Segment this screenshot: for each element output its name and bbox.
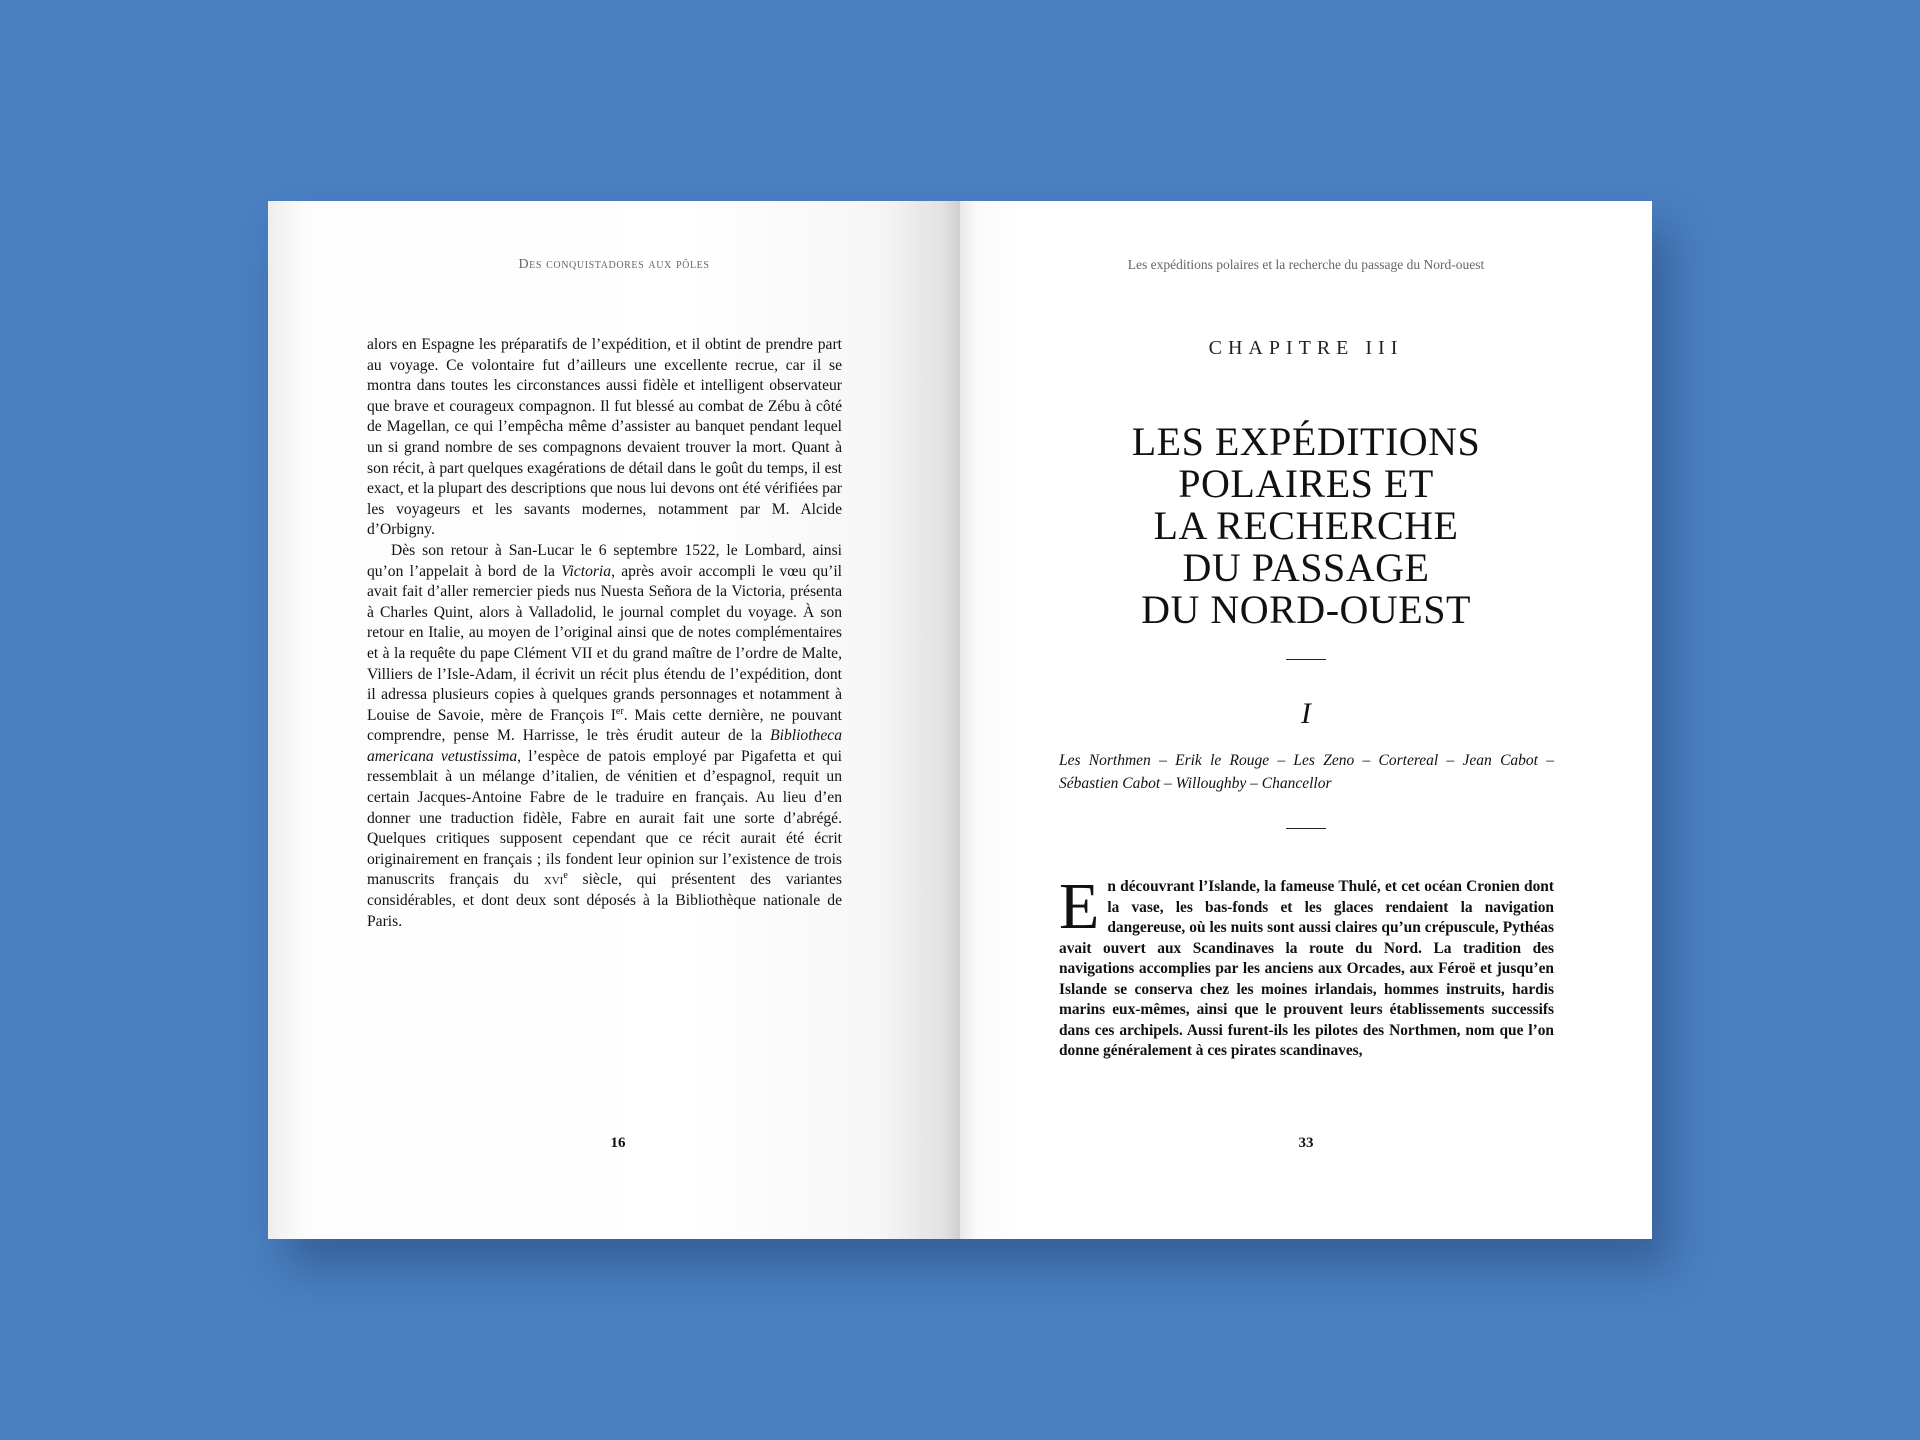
text-run: siècle, qui présentent des variantes considérables, et dont deux sont déposés à la Bibliothèque nationale de Paris.	[367, 871, 843, 930]
chapter-title	[1000, 421, 1612, 631]
text-run: alors en Espagne les préparatifs de l’expédition, et il obtint de prendre part au voyage. Ce volontaire fut d’ailleurs une excellente recrue, car il se montra dans toutes les circonstances aussi fidèle et intelligent observateur que brave et courageux compagnon. Il fut blessé au combat de Zébu à côté de Magellan, ce qui l’empêcha même d’assister au banquet pendant lequel un si grand nombre de ses compagnons devaient trouver la mort. Quant à son récit, à part quelques exagérations de détail dans le goût du temps, il est exact, et la plupart des descriptions que nous lui devons ont été vérifiées par les voyageurs et les savants modernes, notamment par M. Alcide d’Orbigny.	[367, 336, 842, 539]
right-running-head: Les expéditions polaires et la recherche du passage du Nord-ouest	[1127, 257, 1485, 272]
text-run: xvi	[543, 871, 564, 889]
chapter-title-line: DU PASSAGE	[1182, 545, 1430, 590]
text-run: Bibliotheca americana vetustissima	[367, 727, 842, 765]
section-number: I	[1301, 697, 1311, 730]
text-run: , l’espèce de patois employé par Pigafetta et qui ressemblait à un mélange d’italien, de vénitien et d’espagnol, requit un certain Jacques-Antoine Fabre de le traduire en français. Au lieu d’en donner une traduction fidèle, Fabre en aurait fait une sorte d’abrégé. Quelques critiques supposent cependant que ce récit aurait été écrit originairement en français ; ils fondent leur opinion sur l’existence de trois manuscrits français du	[367, 747, 842, 889]
ornament-rule-bottom	[1286, 828, 1326, 829]
text-run: er	[615, 705, 624, 717]
left-body-text	[367, 335, 842, 932]
ornament-rule-top	[1286, 659, 1326, 660]
chapter-title-line: POLAIRES ET	[1178, 461, 1434, 506]
left-page	[268, 201, 960, 1239]
left-page-number: 16	[610, 1135, 626, 1151]
body-paragraph	[367, 335, 842, 541]
chapter-title-line: LES EXPÉDITIONS	[1131, 419, 1481, 464]
right-page-number: 33	[1298, 1135, 1314, 1151]
right-page	[960, 201, 1652, 1239]
text-run: Victoria	[561, 562, 612, 580]
text-run: e	[563, 870, 568, 882]
book-spread	[268, 201, 1652, 1239]
drop-cap: E	[1059, 870, 1100, 943]
left-running-head: Des conquistadores aux pôles	[518, 257, 710, 272]
text-run: . Mais cette dernière, ne pouvant comprendre, pense M. Harrisse, le très érudit auteur de la	[367, 706, 843, 745]
text-run: , après avoir accompli le vœu qu’il avait fait d’aller remercier pieds nus Nuesta Señora de la Victoria, présenta à Charles Quint, alors à Valladolid, le journal complet du voyage. À son retour en Italie, au moyen de l’original ainsi que de notes complémentaires et à la requête du pape Clément VII et du grand maître de l’ordre de Malte, Villiers de l’Isle-Adam, il écrivit un récit plus étendu de l’expédition, dont il adressa plusieurs copies à quelques grands personnages et notamment à Louise de Savoie, mère de François I	[367, 562, 842, 724]
chapter-summary: Les Northmen – Erik le Rouge – Les Zeno – Cortereal – Jean Cabot – Sébastien Cabot – Willoughby – Chancellor	[1059, 752, 1554, 792]
chapter-title-line: LA RECHERCHE	[1153, 503, 1459, 548]
text-run: Dès son retour à San-Lucar le 6 septembre 1522, le Lombard, ainsi qu’on l’appelait à bord de la	[367, 541, 842, 580]
opening-paragraph	[1059, 870, 1554, 1062]
chapter-title-line: DU NORD-OUEST	[1141, 587, 1471, 632]
chapter-label: CHAPITRE III	[1208, 337, 1404, 359]
body-paragraph	[367, 541, 842, 932]
opening-text: n découvrant l’Islande, la fameuse Thulé, et cet océan Cronien dont la vase, les bas-fonds et les glaces rendaient la navigation dangereuse, où les nuits sont aussi claires qu’un crépuscule, Pythéas avait ouvert aux Scandinaves la route du Nord. La tradition des navigations accomplies par les anciens aux Orcades, aux Féroë et jusqu’en Islande se conserva chez les moines irlandais, hommes instruits, hardis marins eux-mêmes, ainsi que le prouvent leurs établissements successifs dans ces archipels. Aussi furent-ils les pilotes des Northmen, nom que l’on donne généralement à ces pirates scandinaves,	[1059, 878, 1554, 1059]
